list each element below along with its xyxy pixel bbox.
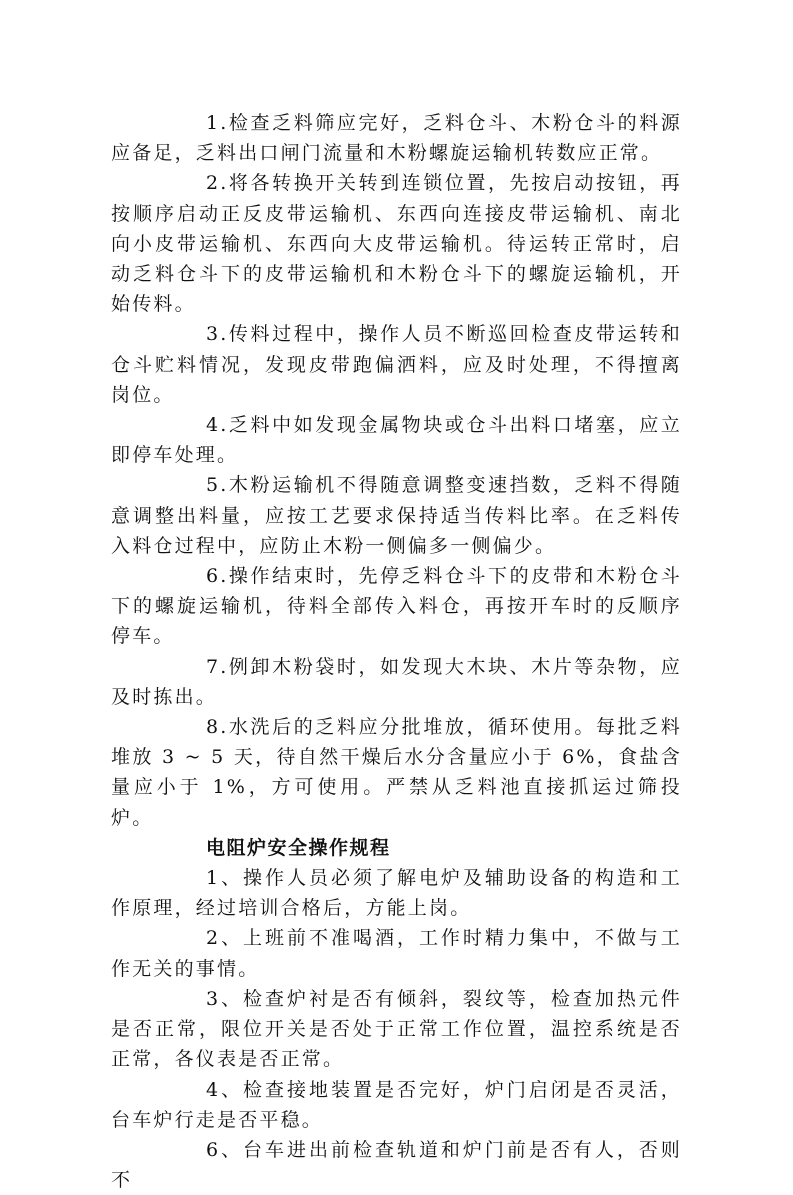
paragraph-4: 4.乏料中如发现金属物块或仓斗出料口堵塞，应立即停车处理。: [111, 414, 682, 467]
paragraph-8: 8.水洗后的乏料应分批堆放，循环使用。每批乏料堆放 3 ~ 5 天，待自然干燥后水分含量应小于 6%，食盐含量应小于 1%，方可使用。严禁从乏料池直接抓运过筛投炉。: [111, 716, 682, 829]
rule-3: 3、检查炉衬是否有倾斜，裂纹等，检查加热元件是否正常，限位开关是否处于正常工作位置，温控系统是否正常，各仪表是否正常。: [111, 987, 682, 1071]
paragraph-2: 2.将各转换开关转到连锁位置，先按启动按钮，再按顺序启动正反皮带运输机、东西向连接皮带运输机、南北向小皮带运输机、东西向大皮带运输机。待运转正常时，启动乏料仓斗下的皮带运输机和木粉仓斗下的螺旋运输机，开始传料。: [111, 172, 682, 316]
paragraph-7: 7.例卸木粉袋时，如发现大木块、木片等杂物，应及时拣出。: [111, 655, 682, 708]
rule-2: 2、上班前不准喝酒，工作时精力集中，不做与工作无关的事情。: [111, 927, 682, 980]
paragraph-6: 6.操作结束时，先停乏料仓斗下的皮带和木粉仓斗下的螺旋运输机，待料全部传入料仓，再按开车时的反顺序停车。: [111, 565, 682, 648]
paragraph-3: 3.传料过程中，操作人员不断巡回检查皮带运转和仓斗贮料情况，发现皮带跑偏洒料，应及时处理，不得擅离岗位。: [111, 323, 682, 406]
document-page: [111, 108, 682, 1195]
rule-6: 6、台车进出前检查轨道和炉门前是否有人，否则不: [111, 1138, 682, 1192]
rule-1: 1、操作人员必须了解电炉及辅助设备的构造和工作原理，经过培训合格后，方能上岗。: [111, 867, 682, 920]
paragraph-5: 5.木粉运输机不得随意调整变速挡数，乏料不得随意调整出料量，应按工艺要求保持适当传料比率。在乏料传入料仓过程中，应防止木粉一侧偏多一侧偏少。: [111, 474, 682, 557]
rule-4: 4、检查接地装置是否完好，炉门启闭是否灵活，台车炉行走是否平稳。: [111, 1078, 682, 1131]
paragraph-1: 1.检查乏料筛应完好，乏料仓斗、木粉仓斗的料源应备足，乏料出口闸门流量和木粉螺旋运输机转数应正常。: [111, 112, 682, 165]
section-heading: 电阻炉安全操作规程: [206, 836, 391, 859]
